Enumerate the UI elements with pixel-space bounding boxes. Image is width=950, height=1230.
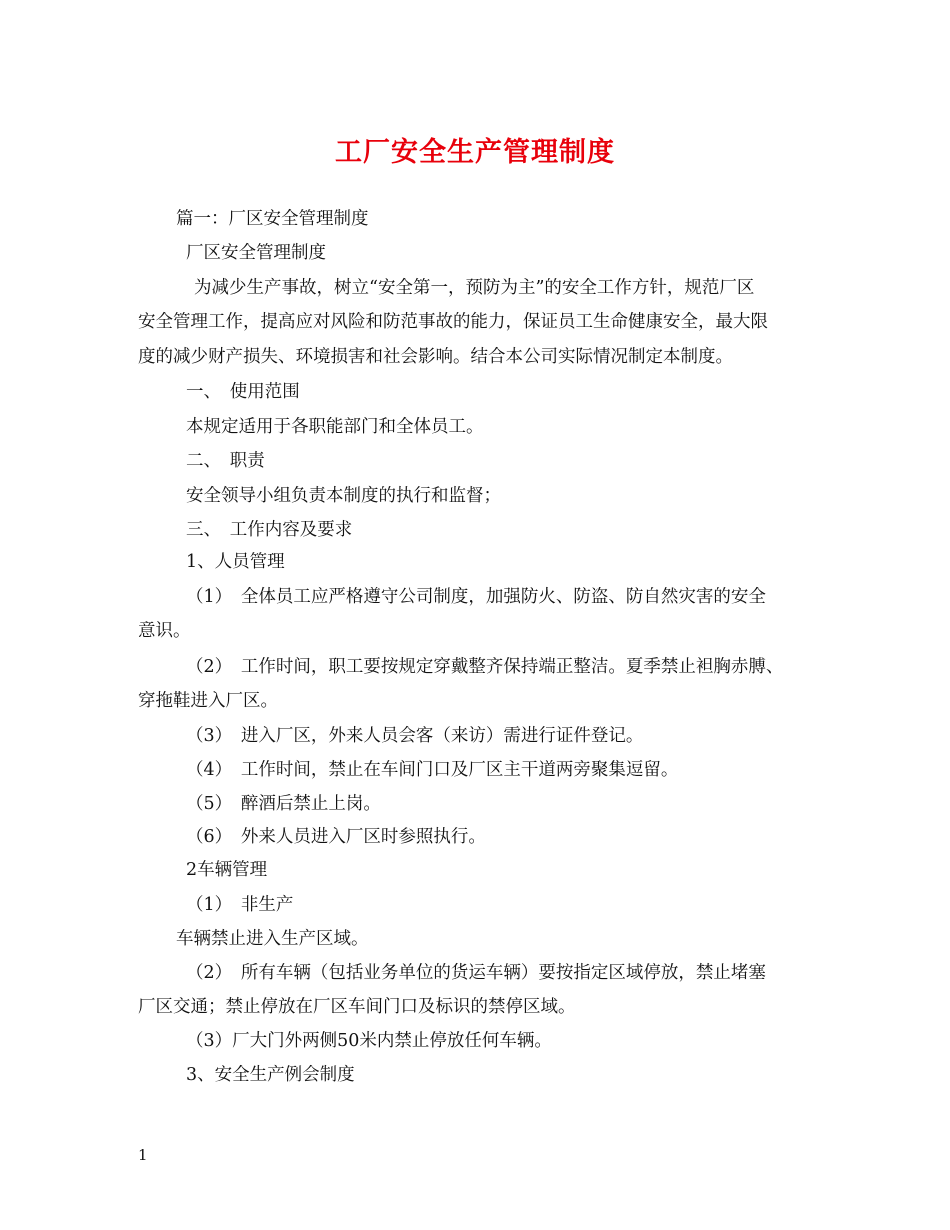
paragraph-line: 度的减少财产损失、环境损害和社会影响。结合本公司实际情况制定本制度。 bbox=[138, 347, 733, 367]
list-item: （2） 工作时间，职工要按规定穿戴整齐保持端正整洁。夏季禁止袒胸赤膊、 bbox=[186, 657, 784, 677]
list-item: （5） 醉酒后禁止上岗。 bbox=[186, 794, 381, 814]
subsection-heading: 3、安全生产例会制度 bbox=[186, 1065, 355, 1085]
list-item-continuation: 穿拖鞋进入厂区。 bbox=[138, 691, 278, 711]
section-item: 一、 使用范围 bbox=[186, 382, 300, 402]
subsection-heading: 1、人员管理 bbox=[186, 552, 285, 572]
list-item: （2） 所有车辆（包括业务单位的货运车辆）要按指定区域停放，禁止堵塞 bbox=[186, 963, 766, 983]
list-item-continuation: 厂区交通；禁止停放在厂区车间门口及标识的禁停区域。 bbox=[138, 997, 576, 1017]
paragraph-line: 为减少生产事故，树立“安全第一，预防为主”的安全工作方针，规范厂区 bbox=[194, 278, 755, 298]
paragraph-line: 安全领导小组负责本制度的执行和监督； bbox=[186, 486, 501, 506]
list-item: （4） 工作时间，禁止在车间门口及厂区主干道两旁聚集逗留。 bbox=[186, 760, 679, 780]
section-heading: 篇一：厂区安全管理制度 bbox=[176, 209, 369, 229]
paragraph-line: 安全管理工作，提高应对风险和防范事故的能力，保证员工生命健康安全，最大限 bbox=[138, 312, 768, 332]
list-item-continuation: 意识。 bbox=[138, 621, 191, 641]
list-item: （6） 外来人员进入厂区时参照执行。 bbox=[186, 827, 486, 847]
list-item: （3）厂大门外两侧50米内禁止停放任何车辆。 bbox=[186, 1031, 552, 1051]
section-item: 二、 职责 bbox=[186, 451, 265, 471]
list-item: （3） 进入厂区，外来人员会客（来访）需进行证件登记。 bbox=[186, 726, 644, 746]
subsection-heading: 厂区安全管理制度 bbox=[186, 243, 326, 263]
list-item: （1） 全体员工应严格遵守公司制度，加强防火、防盗、防自然灾害的安全 bbox=[186, 587, 766, 607]
list-item-continuation: 车辆禁止进入生产区域。 bbox=[176, 929, 369, 949]
page-number: 1 bbox=[138, 1146, 148, 1164]
subsection-heading: 2车辆管理 bbox=[186, 860, 268, 880]
list-item: （1） 非生产 bbox=[186, 895, 294, 915]
document-title: 工厂安全生产管理制度 bbox=[335, 137, 615, 168]
section-item: 三、 工作内容及要求 bbox=[186, 520, 353, 540]
paragraph-line: 本规定适用于各职能部门和全体员工。 bbox=[186, 417, 484, 437]
